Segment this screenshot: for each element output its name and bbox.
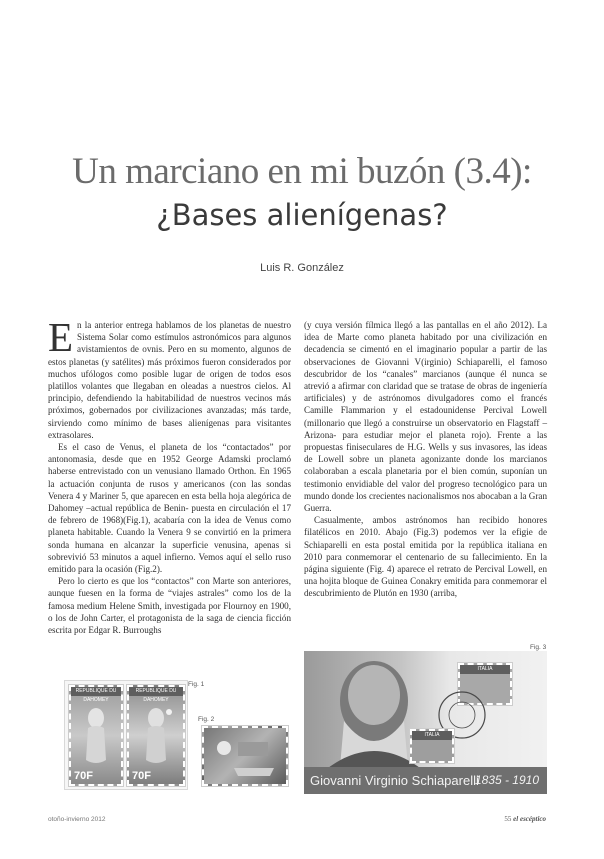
drop-cap: E	[48, 314, 74, 360]
postcard-stamp-bottom	[410, 729, 454, 763]
stamp-mariner	[127, 685, 185, 786]
stamp-value: 70F	[132, 770, 151, 782]
stamp-country: ITALIA	[460, 665, 510, 674]
stamp-country: ITALIA	[412, 731, 452, 740]
magazine-name: el escéptico	[513, 815, 546, 823]
postcard-caption	[304, 767, 547, 794]
paragraph-text: n la anterior entrega hablamos de los planetas de nuestro Sistema Solar como estímulos astronómicos para algunos avistamientos de ovnis. Pero en su momento, algunos de estos planetas (y satélites) más próximos fueron considerados por muchos ufólogos como posible lugar de origen de todos esos platillos volantes que llegaban en oleadas a nuestros cielos. Al principio, defendiendo la habitabilidad de nuestros vecinos más próximos, gobernados por civilizaciones avanzadas; más tarde, sirviendo como mínimo de bases alienígenas para visitantes extrasolares.	[48, 320, 291, 440]
postcard-years: 1835 - 1910	[474, 773, 539, 787]
venus-figure-illustration	[131, 700, 181, 770]
article-subtitle: ¿Bases alienígenas?	[156, 198, 448, 232]
figure-3-postcard	[304, 651, 547, 794]
stamp-value: 70F	[74, 770, 93, 782]
stamp-country: REPUBLIQUE DU DAHOMEY	[71, 687, 121, 696]
text-column-left	[48, 314, 291, 636]
article-title: Un marciano en mi buzón (3.4):	[72, 151, 532, 192]
paragraph: Casualmente, ambos astrónomos han recibido honores filatélicos en 2010. Abajo (Fig.3) podemos ver la efigie de Schiaparelli en esta postal emitida por la república italiana en 2010 para conmemorar el centenario de su fallecimiento. En la página siguiente (Fig. 4) aparece el retrato de Percival Lowell, en una hojita bloque de Guinea Conakry emitida para conmemorar el descubrimiento de Plutón en 1930 (arriba,	[304, 515, 547, 599]
footer-season: otoño-invierno 2012	[48, 816, 106, 823]
text-column-right	[304, 319, 547, 600]
article-author: Luis R. González	[260, 262, 344, 274]
figure-1-label: Fig. 1	[188, 681, 205, 688]
figure-2-stamp	[202, 726, 288, 786]
figure-1-sheet	[64, 680, 188, 790]
venus-figure-illustration	[73, 700, 119, 770]
postcard-name: Giovanni Virginio Schiaparelli	[310, 773, 479, 788]
footer-page	[504, 815, 546, 823]
page-number: 55	[504, 815, 512, 823]
paragraph: Es el caso de Venus, el planeta de los “contactados” por antonomasia, desde que en 1952 George Adamski proclamó haberse entrevistado con un venusiano llamado Orthon. En 1965 la actuación conjunta de rusos y americanos (con las sondas Venera 4 y Mariner 5, que aparecen en esta bella hoja alegórica de Dahomey –actual república de Benin- puesta en circulación el 17 de febrero de 1968)(Fig.1), acabaría con la idea de Venus como planeta habitable. Cuando la Venera 9 se convirtió en la primera sonda humana en alcanzar la superficie venusina, apenas si sobrevivió 53 minutos a aquel infierno. Vemos aquí el sello ruso emitido para la ocasión (Fig.2).	[48, 442, 291, 575]
paragraph	[48, 314, 291, 441]
paragraph: (y cuya versión fílmica llegó a las pantallas en el año 2012). La idea de Marte como planeta habitado por una civilización en decadencia se cimentó en el imaginario popular a partir de las observaciones de Giovanni V(irginio) Schiaparelli, el famoso descubridor de los “canales” marcianos (aunque él nunca se atrevió a afirmar con claridad que se tratase de obras de ingeniería artificiales) y de astrónomos divulgadores como el francés Camille Flammarion y el estadounidense Percival Lowell (millonario que llegó a construirse un observatorio en Flagstaff –Arizona- para estudiar mejor el planeta rojo). Frente a las propuestas finiseculares de H.G. Wells y sus invasores, las ideas de Lowell sobre un planeta agonizante donde los marcianos colaboraban a escala planetaria por el bien común, suponían un testimonio envidiable del valor del progreso tecnológico para un mundo donde los crecientes nacionalismos nos abocaban a la Gran Guerra.	[304, 320, 547, 514]
paragraph: Pero lo cierto es que los “contactos” con Marte son anteriores, aunque fuesen en la forma de “viajes astrales” como los de la famosa medium Helene Smith, investigada por Flournoy en 1900, o los de John Carter, el protagonista de la saga de ciencia ficción escrita por Edgar R. Burroughs	[48, 576, 291, 636]
space-probe-illustration	[204, 728, 286, 784]
figure-3-label: Fig. 3	[530, 644, 547, 651]
figure-2-label: Fig. 2	[198, 716, 215, 723]
stamp-venera	[69, 685, 123, 786]
stamp-country: REPUBLIQUE DU DAHOMEY	[129, 687, 183, 696]
